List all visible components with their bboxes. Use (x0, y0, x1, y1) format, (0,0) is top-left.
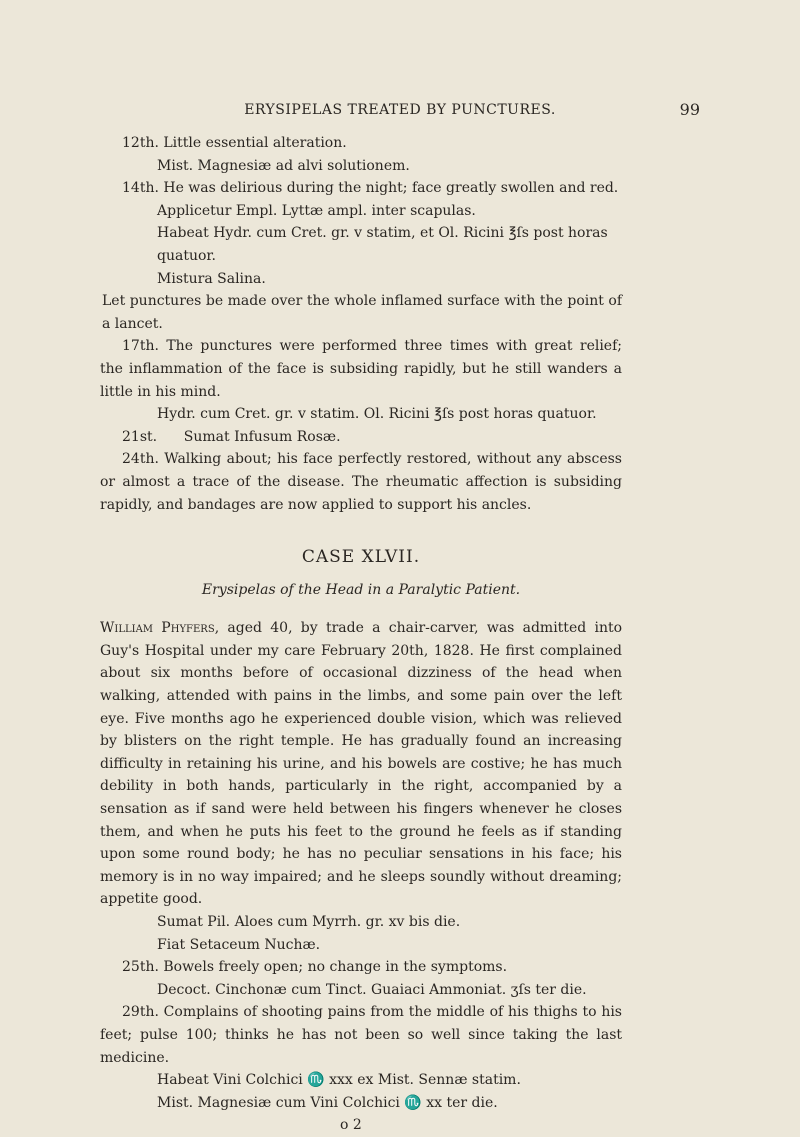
prescription-line: Sumat Pil. Aloes cum Myrrh. gr. xv bis die. (157, 914, 461, 930)
prescription-line: Mist. Magnesiæ ad alvi solutionem. (157, 157, 410, 174)
signature-mark: o 2 (340, 1117, 362, 1134)
page-body (100, 132, 622, 1137)
entry-29th: 29th. Complains of shooting pains from the middle of his thighs to his feet; pulse 100; thinks he has not been so well since taking the last medicine. (100, 1004, 622, 1066)
case-intro (100, 617, 622, 911)
entry-17th: 17th. The punctures were performed three times with great relief; the inflammation of the face is subsiding rapidly, but he still wanders a little in his mind. (100, 338, 622, 400)
running-head: ERYSIPELAS TREATED BY PUNCTURES. (244, 102, 556, 118)
entry-12th: 12th. Little essential alteration. (122, 135, 347, 151)
prescription-line: Habeat Vini Colchici ♏ xxx ex Mist. Sennæ statim. (157, 1072, 521, 1089)
patient-name: William Phyfers (100, 620, 215, 637)
page-header (100, 100, 700, 124)
entry-25th: 25th. Bowels freely open; no change in the symptoms. (122, 959, 508, 976)
prescription-line: Mist. Magnesiæ cum Vini Colchici ♏ xx ter die. (157, 1094, 498, 1111)
prescription-line: Mistura Salina. (157, 270, 266, 287)
treatment-note: Let punctures be made over the whole inflamed surface with the point of a lancet. (102, 293, 622, 332)
prescription-line: Applicetur Empl. Lyttæ ampl. inter scapulas. (157, 202, 476, 219)
entry-24th: 24th. Walking about; his face perfectly restored, without any abscess or almost a trace of the disease. The rheumatic affection is subsiding rapidly, and bandages are now applied to support his ancles. (100, 451, 622, 513)
prescription-line: Hydr. cum Cret. gr. v statim. Ol. Ricini ℥ſs post horas quatuor. (157, 406, 597, 423)
page-number: 99 (679, 100, 700, 119)
case-intro-text: , aged 40, by trade a chair-carver, was admitted into Guy's Hospital under my care February 20th, 1828. He first complained about six months before of occasional dizziness of the head when walking, attended with pains in the limbs, and some pain over the left eye. Five months ago he experienced double vision, which was relieved by blisters on the right temple. He has gradually found an increasing difficulty in retaining his urine, and his bowels are costive; he has much debility in both hands, particularly in the right, accompanied by a sensation as if sand were held between his fingers whenever he closes them, and when he puts his feet to the ground he feels as if standing upon some round body; he has no peculiar sensations in his face; his memory is in no way impaired; and he sleeps soundly without dreaming; appetite good. (100, 620, 623, 908)
prescription-line: Fiat Setaceum Nuchæ. (157, 936, 321, 953)
case-subtitle: Erysipelas of the Head in a Paralytic Patient. (201, 581, 521, 598)
prescription-line: Decoct. Cinchonæ cum Tinct. Guaiaci Ammoniat. ʒſs ter die. (157, 981, 587, 998)
prescription-line: Habeat Hydr. cum Cret. gr. v statim, et Ol. Ricini ℥ſs post horas quatuor. (157, 225, 608, 264)
entry-14th: 14th. He was delirious during the night; face greatly swollen and red. (122, 180, 619, 197)
case-title: CASE XLVII. (301, 547, 421, 568)
entry-21st: 21st. Sumat Infusum Rosæ. (122, 428, 341, 445)
